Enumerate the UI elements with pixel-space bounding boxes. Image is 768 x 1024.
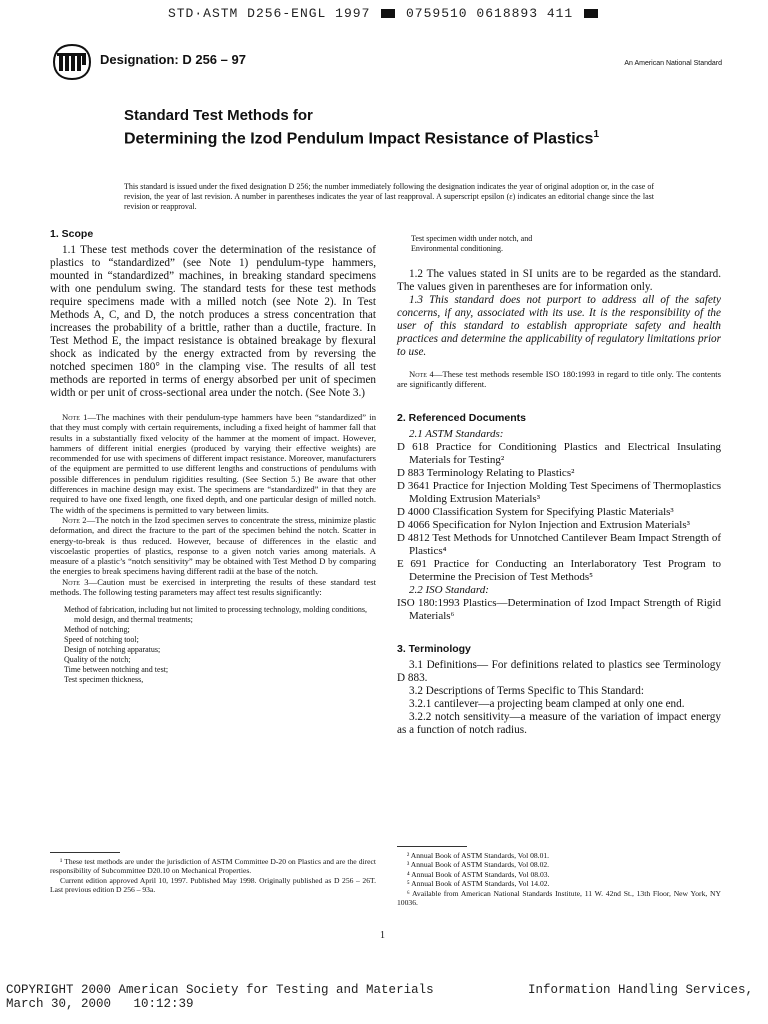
left-column xyxy=(50,228,376,685)
title-footnote-marker: 1 xyxy=(593,129,599,140)
testing-parameters-list xyxy=(64,605,376,685)
barcode-block-icon xyxy=(381,9,395,18)
list-item: D 883 Terminology Relating to Plastics² xyxy=(397,466,575,479)
scope-paragraph-1-1: 1.1 These test methods cover the determination of the resistance of plastics to “standardized” (see Note 1) pendulum-type hammers, mounted in “standardized” machines, in breaking standard specimens with one pendulum swing. The standard tests for these test methods require specimens made with a milled notch (see Note 2). In Test Methods A, C, and D, the notch produces a stress concentration that increases the probability of a brittle, rather than a ductile, fracture. In Test Method E, the impact resistance is obtained breakage by flexural shock as indicated by the energy extracted from by reversing the notched specimen 180° in the clamping vise. The results of all test methods are reported in terms of energy absorbed per unit of specimen width or per unit of cross-sectional area under the notch. (See Note 3.) xyxy=(50,244,376,399)
barcode-block-icon xyxy=(584,9,598,18)
list-item: ISO 180:1993 Plastics—Determination of Izod Impact Strength of Rigid Materials⁶ xyxy=(397,596,721,622)
list-item: Test specimen thickness, xyxy=(64,675,144,685)
list-item: Design of notching apparatus; xyxy=(64,645,161,655)
list-item: Method of notching; xyxy=(64,625,130,635)
scope-paragraph-1-3: 1.3 This standard does not purport to address all of the safety concerns, if any, associated with its use. It is the responsibility of the user of this standard to establish appropriate safety and health practices and determine the applicability of regulatory limitations prior to use. xyxy=(397,294,721,358)
list-item: E 691 Practice for Conducting an Interlaboratory Test Program to Determine the Precision of Test Methods⁵ xyxy=(397,557,721,583)
designation: Designation: D 256 – 97 xyxy=(100,52,246,67)
terminology-3-2: 3.2 Descriptions of Terms Specific to This Standard: xyxy=(409,684,644,697)
footnote-3: ³ Annual Book of ASTM Standards, Vol 08.02. xyxy=(407,860,550,870)
list-item: D 3641 Practice for Injection Molding Test Specimens of Thermoplastics Molding Extrusion Materials³ xyxy=(397,479,721,505)
ihs-label: Information Handling Services, xyxy=(528,983,754,997)
list-item: Test specimen width under notch, and xyxy=(411,234,533,243)
list-item: D 4000 Classification System for Specifying Plastic Materials³ xyxy=(397,505,674,518)
list-item: D 4066 Specification for Nylon Injection and Extrusion Materials³ xyxy=(397,518,690,531)
list-item: Method of fabrication, including but not limited to processing technology, molding conditions, mold design, and thermal treatments; xyxy=(64,605,367,625)
copyright-footer xyxy=(6,983,434,1011)
referenced-documents-list xyxy=(397,428,721,623)
footnote-2: ² Annual Book of ASTM Standards, Vol 08.01. xyxy=(407,851,550,860)
note-4: Note 4—These test methods resemble ISO 180:1993 in regard to title only. The contents are significantly different. xyxy=(397,369,721,390)
document-title xyxy=(124,106,684,148)
astm-standards-label: 2.1 ASTM Standards: xyxy=(409,427,504,440)
astm-logo-icon xyxy=(52,44,92,80)
footnote-5: ⁵ Annual Book of ASTM Standards, Vol 14.02. xyxy=(407,879,550,889)
testing-parameters-list-continued xyxy=(411,234,721,254)
footnote-4: ⁴ Annual Book of ASTM Standards, Vol 08.03. xyxy=(407,869,550,879)
footnote-6: ⁶ Available from American National Standards Institute, 11 W. 42nd St., 13th Floor, New York, NY 10036. xyxy=(397,888,721,908)
document-id-left: STD·ASTM D256-ENGL 1997 xyxy=(167,6,371,21)
footnote-divider xyxy=(397,846,467,847)
iso-standard-label: 2.2 ISO Standard: xyxy=(409,583,489,596)
footnote-edition: Current edition approved April 10, 1997. Published May 1998. Originally published as D 256 – 26T. Last previous edition D 256 – 93a. xyxy=(50,875,376,895)
left-footnotes xyxy=(50,852,376,895)
title-line-1: Standard Test Methods for xyxy=(124,107,313,124)
right-footnotes xyxy=(397,846,721,907)
terminology-3-2-2: 3.2.2 notch sensitivity—a measure of the variation of impact energy as a function of notch radius. xyxy=(397,710,721,736)
timestamp: March 30, 2000 10:12:39 xyxy=(6,997,194,1011)
list-item: Speed of notching tool; xyxy=(64,635,139,645)
page-number: 1 xyxy=(380,930,385,941)
terminology-3-2-1: 3.2.1 cantilever—a projecting beam clamped at only one end. xyxy=(409,697,685,710)
copyright-text: COPYRIGHT 2000 American Society for Testing and Materials xyxy=(6,983,434,997)
scope-heading: 1. Scope xyxy=(50,228,94,240)
title-line-2: Determining the Izod Pendulum Impact Resistance of Plastics$^1$ xyxy=(124,129,599,148)
terminology-heading: 3. Terminology xyxy=(397,642,471,655)
note-2: Note 2—The notch in the Izod specimen serves to concentrate the stress, minimize plastic deformation, and direct the fracture to the part of the specimen behind the notch. Scatter in energy-to-break is thus reduced. However, because of differences in the elastic and viscoelastic properties of plastics, response to a given notch varies among materials. A measure of a plastic’s “notch sensitivity” may be obtained with Test Method D by comparing the energies to break specimens having different radii at the base of the notch. xyxy=(50,514,376,577)
scope-paragraph-1-2: 1.2 The values stated in SI units are to be regarded as the standard. The values given in parentheses are for information only. xyxy=(397,268,721,293)
footnote-divider xyxy=(50,852,120,853)
note-3: Note 3—Caution must be exercised in interpreting the results of these standard test methods. The following testing parameters may affect test results significantly: xyxy=(50,576,376,598)
footnote-1: ¹ These test methods are under the jurisdiction of ASTM Committee D-20 on Plastics and are the direct responsibility of Subcommittee D20.10 on Mechanical Properties. xyxy=(50,857,376,876)
american-national-standard-label: An American National Standard xyxy=(624,60,722,67)
issued-note: This standard is issued under the fixed designation D 256; the number immediately following the designation indicates the year of original adoption or, in the case of revision, the year of last revision. A number in parentheses indicates the year of last reapproval. A superscript epsilon (ε) indicates an editorial change since the last revision or reapproval. xyxy=(124,182,654,211)
list-item: Environmental conditioning. xyxy=(411,244,503,253)
right-column xyxy=(397,228,721,737)
referenced-documents-heading: 2. Referenced Documents xyxy=(397,411,526,424)
list-item: Time between notching and test; xyxy=(64,665,169,675)
document-id-header xyxy=(0,6,768,21)
list-item: D 4812 Test Methods for Unnotched Cantilever Beam Impact Strength of Plastics⁴ xyxy=(397,531,721,557)
note-1: Note 1—The machines with their pendulum-type hammers have been “standardized” in that they must comply with certain requirements, including a fixed height of hammer fall that results in a substantially fixed velocity of the hammer at the moment of impact. However, hammers of different initial energies (produced by varying their effective weights) are recommended for use with specimens of different impact resistance. Moreover, manufacturers of the equipment are permitted to use different lengths and constructions of pendulums with possible differences in pendulum rigidities resulting. (See Section 5.) Be aware that other differences in machine design may exist. The specimens are “standardized” in that they are required to have one fixed length, one fixed depth, and one particular design of milled notch. The width of the specimens is permitted to vary between limits. xyxy=(50,412,376,515)
document-id-code: 0759510 0618893 411 xyxy=(406,6,574,21)
list-item: Quality of the notch; xyxy=(64,655,131,665)
terminology-3-1: 3.1 Definitions— For definitions related to plastics see Terminology D 883. xyxy=(397,658,721,684)
list-item: D 618 Practice for Conditioning Plastics and Electrical Insulating Materials for Testing² xyxy=(397,440,721,466)
